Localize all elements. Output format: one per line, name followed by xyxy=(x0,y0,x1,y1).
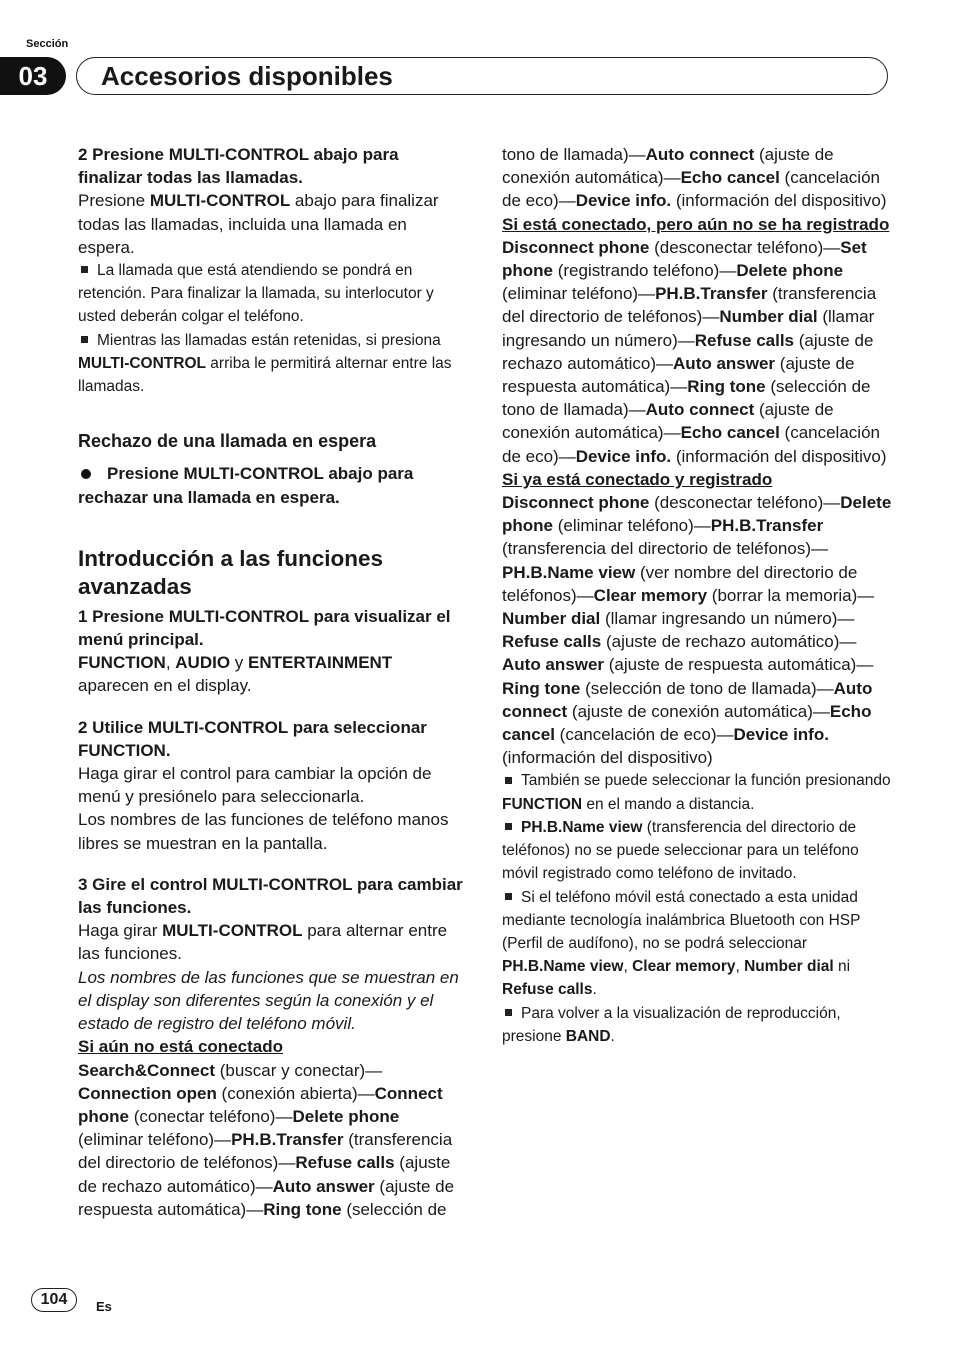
text-run: , xyxy=(165,653,176,673)
text-run: (eliminar teléfono)— xyxy=(78,1130,232,1150)
note-3 xyxy=(502,886,892,1002)
text-run: (selección de tono de llamada)— xyxy=(580,678,834,698)
bold-term: Refuse calls xyxy=(694,330,795,350)
not-connected-list xyxy=(78,1059,463,1221)
text-run: (selección de xyxy=(341,1199,447,1219)
bold-term: Delete phone xyxy=(736,261,844,281)
bold-term: Ring tone xyxy=(263,1199,342,1219)
step-3-body xyxy=(78,919,463,965)
note-2 xyxy=(502,816,892,886)
intro-heading: Introducción a las funciones avanzadas xyxy=(78,545,384,599)
bold-term: Refuse calls xyxy=(502,632,602,652)
step-b2-title: 2 Utilice MULTI-CONTROL para seleccionar FUNCTION. xyxy=(78,717,427,760)
left-column xyxy=(78,143,463,1221)
square-bullet-icon xyxy=(81,336,88,343)
square-bullet-icon xyxy=(505,777,512,784)
step-1-body xyxy=(78,651,463,697)
text-run: (transferencia del directorio de teléfonos)— xyxy=(502,539,828,559)
bold-term: Ring tone xyxy=(502,678,581,698)
bold-term: Connect phone xyxy=(78,1083,443,1126)
bold-term: Auto answer xyxy=(272,1176,375,1196)
bold-term: Echo cancel xyxy=(680,168,780,188)
text-run: . xyxy=(592,981,597,999)
bold-term: Refuse calls xyxy=(295,1153,395,1173)
text-run: (ajuste de rechazo automático)— xyxy=(78,1153,451,1196)
text-run: , xyxy=(735,958,745,976)
bold-term: PH.B.Name view xyxy=(502,562,636,582)
bold-term: Number dial xyxy=(744,958,834,976)
text-run: (ajuste de conexión automática)— xyxy=(502,400,834,443)
bold-term: Clear memory xyxy=(632,958,736,976)
text-run: (eliminar teléfono)— xyxy=(502,284,656,304)
bold-term: PH.B.Transfer xyxy=(655,284,768,304)
bold-term: Set phone xyxy=(502,237,867,281)
text-run: Si el teléfono móvil está conectado a esta unidad mediante tecnología inalámbrica Bluetooth con HSP (Perfil de audífono), no se podrá seleccionar xyxy=(502,888,861,952)
bold-term: FUNCTION xyxy=(502,795,583,813)
text-run: (información del dispositivo) xyxy=(502,748,713,768)
bold-term: Ring tone xyxy=(687,377,766,397)
bold-term: Auto answer xyxy=(502,655,605,675)
bold-term: Search&Connect xyxy=(78,1060,215,1080)
text-run: (transferencia del directorio de teléfonos)— xyxy=(78,1130,453,1173)
text-run: . xyxy=(610,1027,615,1045)
text-run: (llamar ingresando un número)— xyxy=(600,609,855,629)
text-run: (información del dispositivo) xyxy=(671,446,887,466)
bold-term: Device info. xyxy=(575,446,672,466)
text-run: abajo para finalizar todas las llamadas, incluida una llamada en espera. xyxy=(78,191,439,257)
step-2-note-1: La llamada que está atendiendo se pondrá en retención. Para finalizar la llamada, su interlocutor y usted deberán colgar el teléfono. xyxy=(78,262,434,326)
note-1 xyxy=(502,769,892,815)
language-code: Es xyxy=(96,1299,112,1314)
step-2-body xyxy=(78,189,463,259)
text-run: (conexión abierta)— xyxy=(216,1083,375,1103)
text-run: tono de llamada)— xyxy=(502,145,646,164)
step-b2-body-2: Los nombres de las funciones de teléfono manos libres se muestran en la pantalla. xyxy=(78,810,449,853)
step-2-title: 2 Presione MULTI-CONTROL abajo para finalizar todas las llamadas. xyxy=(78,145,399,188)
text-run: (transferencia del directorio de teléfonos)— xyxy=(502,284,877,327)
bold-term: Echo cancel xyxy=(502,701,872,745)
registered-heading: Si ya está conectado y registrado xyxy=(502,469,773,489)
text-run: (llamar ingresando un número)— xyxy=(502,307,875,350)
registered-list xyxy=(502,491,892,769)
bold-term: MULTI-CONTROL xyxy=(149,191,291,211)
step-3-title: 3 Gire el control MULTI-CONTROL para cambiar las funciones. xyxy=(78,874,463,918)
bold-term: Device info. xyxy=(733,725,829,745)
text-run: en el mando a distancia. xyxy=(582,795,755,813)
text-run: También se puede seleccionar la función presionando xyxy=(521,772,891,790)
bold-term: PH.B.Name view xyxy=(521,818,643,836)
bold-term: ENTERTAINMENT xyxy=(248,653,393,673)
page-title: Accesorios disponibles xyxy=(76,57,888,95)
bold-term: MULTI-CONTROL xyxy=(78,354,206,372)
text-run: aparecen en el display. xyxy=(78,676,252,696)
bold-term: Number dial xyxy=(719,307,818,327)
text-run: (transferencia del directorio de teléfonos) no se puede seleccionar para un teléfono móvil registrado como teléfono de invitado. xyxy=(502,818,859,883)
text-run: (borrar la memoria)— xyxy=(707,585,875,605)
bold-term: AUDIO xyxy=(175,653,231,673)
text-run: para alternar entre las funciones. xyxy=(78,921,448,964)
bold-term: Echo cancel xyxy=(680,423,780,443)
text-run: arriba le permitirá alternar entre las llamadas. xyxy=(78,354,452,396)
text-run: Presione xyxy=(78,191,150,211)
text-run: (ver nombre del directorio de teléfonos)— xyxy=(502,562,858,605)
bold-term: Delete phone xyxy=(502,493,892,536)
bold-term: PH.B.Transfer xyxy=(710,516,824,536)
not-connected-heading: Si aún no está conectado xyxy=(78,1037,283,1057)
text-run: (ajuste de respuesta automática)— xyxy=(604,655,874,675)
text-run: (ajuste de rechazo automático)— xyxy=(601,632,857,652)
bold-term: FUNCTION xyxy=(78,653,166,673)
step-3-italic-note: Los nombres de las funciones que se muestran en el display son diferentes según la conexión y el estado de registro del teléfono móvil. xyxy=(78,967,459,1034)
text-run: , xyxy=(623,958,633,976)
text-run: (información del dispositivo) xyxy=(671,191,887,211)
text-run: (eliminar teléfono)— xyxy=(553,516,711,536)
round-bullet-icon xyxy=(81,469,91,479)
step-1-title: 1 Presione MULTI-CONTROL para visualizar el menú principal. xyxy=(78,606,451,650)
text-run: (desconectar teléfono)— xyxy=(649,493,841,513)
bold-term: Delete phone xyxy=(292,1106,400,1126)
connected-not-registered-list xyxy=(502,236,892,468)
bold-term: Connection open xyxy=(78,1083,217,1103)
text-run: ni xyxy=(833,958,851,976)
bold-term: Disconnect phone xyxy=(502,237,650,257)
text-run: y xyxy=(230,653,249,673)
reject-heading: Rechazo de una llamada en espera xyxy=(78,431,377,452)
bold-term: MULTI-CONTROL xyxy=(162,921,303,941)
text-run: (registrando teléfono)— xyxy=(553,261,737,281)
page-number: 104 xyxy=(31,1288,77,1312)
text-run: (selección de tono de llamada)— xyxy=(502,377,871,420)
step-b2-body-1: Haga girar el control para cambiar la opción de menú y presiónelo para seleccionarla. xyxy=(78,764,432,807)
text-run: Haga girar xyxy=(78,921,163,941)
text-run: (ajuste de conexión automática)— xyxy=(567,701,830,721)
text-run: (ajuste de conexión automática)— xyxy=(502,145,834,188)
square-bullet-icon xyxy=(505,1009,512,1016)
text-run: (cancelación de eco)— xyxy=(554,725,734,745)
bold-term: Number dial xyxy=(502,609,601,629)
note-4 xyxy=(502,1002,892,1048)
text-run: (buscar y conectar)— xyxy=(214,1060,383,1080)
square-bullet-icon xyxy=(505,823,512,830)
bold-term: Auto connect xyxy=(645,400,755,420)
bold-term: Auto connect xyxy=(502,678,873,721)
square-bullet-icon xyxy=(81,266,88,273)
text-run: (cancelación de eco)— xyxy=(502,168,880,211)
reject-bullet: Presione MULTI-CONTROL abajo para rechazar una llamada en espera. xyxy=(78,464,414,507)
square-bullet-icon xyxy=(505,893,512,900)
bold-term: Auto connect xyxy=(645,145,755,164)
bold-term: PH.B.Name view xyxy=(502,958,624,976)
text-run: (ajuste de respuesta automática)— xyxy=(502,353,855,397)
bold-term: Refuse calls xyxy=(502,981,593,999)
text-run: (ajuste de rechazo automático)— xyxy=(502,330,874,373)
bold-term: Device info. xyxy=(575,191,672,211)
continuation-list xyxy=(502,143,892,213)
text-run: (ajuste de respuesta automática)— xyxy=(78,1176,455,1219)
section-number-tab: 03 xyxy=(0,57,66,95)
bold-term: Clear memory xyxy=(593,585,708,605)
section-label: Sección xyxy=(26,38,69,50)
bold-term: BAND xyxy=(565,1027,611,1045)
bold-term: Disconnect phone xyxy=(502,493,650,513)
step-2-note-2 xyxy=(78,329,463,399)
bold-term: Auto answer xyxy=(673,353,776,373)
text-run: Mientras las llamadas están retenidas, si presiona xyxy=(97,331,441,349)
right-column xyxy=(502,143,892,1048)
bold-term: PH.B.Transfer xyxy=(231,1130,344,1150)
text-run: (desconectar teléfono)— xyxy=(649,237,841,257)
text-run: (cancelación de eco)— xyxy=(502,423,880,466)
connected-not-registered-heading: Si está conectado, pero aún no se ha registrado xyxy=(502,214,890,234)
text-run: (conectar teléfono)— xyxy=(129,1106,293,1126)
text-run: Para volver a la visualización de reproducción, presione xyxy=(502,1004,841,1045)
